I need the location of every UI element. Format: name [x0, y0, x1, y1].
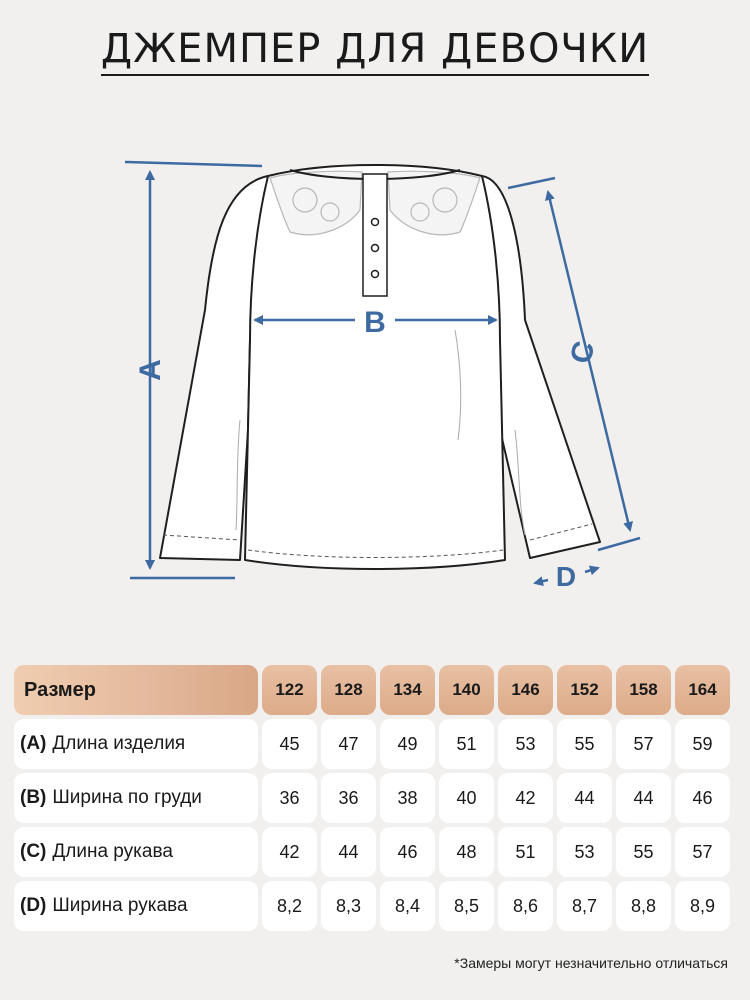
table-cell: 8,8 — [616, 881, 671, 931]
row-name: Ширина рукава — [52, 895, 188, 916]
table-cell: 8,6 — [498, 881, 553, 931]
row-code: (A) — [20, 733, 47, 754]
label-d: D — [555, 561, 577, 590]
table-cell: 44 — [616, 773, 671, 823]
table-cell: 8,5 — [439, 881, 494, 931]
label-b: B — [364, 306, 386, 339]
table-cell: 51 — [439, 719, 494, 769]
size-table — [14, 665, 736, 935]
table-cell: 8,9 — [675, 881, 730, 931]
table-cell: 53 — [557, 827, 612, 877]
size-header-cell: 152 — [557, 665, 612, 715]
page-title — [0, 26, 750, 72]
size-header-cell: 128 — [321, 665, 376, 715]
row-name: Ширина по груди — [52, 787, 202, 808]
row-code: (C) — [20, 841, 47, 862]
row-name: Длина изделия — [52, 733, 186, 754]
row-code: (D) — [20, 895, 47, 916]
row-label — [14, 773, 258, 823]
size-header-cell: 158 — [616, 665, 671, 715]
table-cell: 8,3 — [321, 881, 376, 931]
size-header-label: Размер — [14, 665, 258, 715]
button-2 — [372, 245, 379, 252]
table-cell: 55 — [616, 827, 671, 877]
table-cell: 38 — [380, 773, 435, 823]
label-c: C — [564, 337, 602, 367]
size-header-cell: 122 — [262, 665, 317, 715]
table-cell: 55 — [557, 719, 612, 769]
table-cell: 46 — [675, 773, 730, 823]
table-cell: 36 — [321, 773, 376, 823]
garment-diagram — [0, 140, 750, 590]
table-cell: 57 — [616, 719, 671, 769]
size-header-row — [14, 665, 736, 715]
row-code: (B) — [20, 787, 47, 808]
size-header-cell: 140 — [439, 665, 494, 715]
row-label — [14, 827, 258, 877]
footnote: *Замеры могут незначительно отличаться — [454, 955, 728, 971]
row-label — [14, 881, 258, 931]
table-row — [14, 881, 736, 931]
table-cell: 59 — [675, 719, 730, 769]
row-name: Длина рукава — [52, 841, 173, 862]
table-cell: 8,2 — [262, 881, 317, 931]
table-row — [14, 719, 736, 769]
button-1 — [372, 219, 379, 226]
table-cell: 42 — [498, 773, 553, 823]
table-cell: 40 — [439, 773, 494, 823]
table-cell: 51 — [498, 827, 553, 877]
page-title-text: ДЖЕМПЕР ДЛЯ ДЕВОЧКИ — [101, 26, 649, 76]
table-cell: 36 — [262, 773, 317, 823]
table-cell: 53 — [498, 719, 553, 769]
table-cell: 57 — [675, 827, 730, 877]
table-row — [14, 827, 736, 877]
table-cell: 49 — [380, 719, 435, 769]
table-row — [14, 773, 736, 823]
button-3 — [372, 271, 379, 278]
table-cell: 44 — [321, 827, 376, 877]
size-header-cell: 134 — [380, 665, 435, 715]
table-cell: 8,4 — [380, 881, 435, 931]
table-cell: 46 — [380, 827, 435, 877]
table-cell: 8,7 — [557, 881, 612, 931]
table-cell: 45 — [262, 719, 317, 769]
table-cell: 47 — [321, 719, 376, 769]
size-header-cell: 146 — [498, 665, 553, 715]
row-label — [14, 719, 258, 769]
table-cell: 44 — [557, 773, 612, 823]
table-cell: 42 — [262, 827, 317, 877]
label-a: A — [134, 359, 167, 381]
table-cell: 48 — [439, 827, 494, 877]
size-header-cell: 164 — [675, 665, 730, 715]
